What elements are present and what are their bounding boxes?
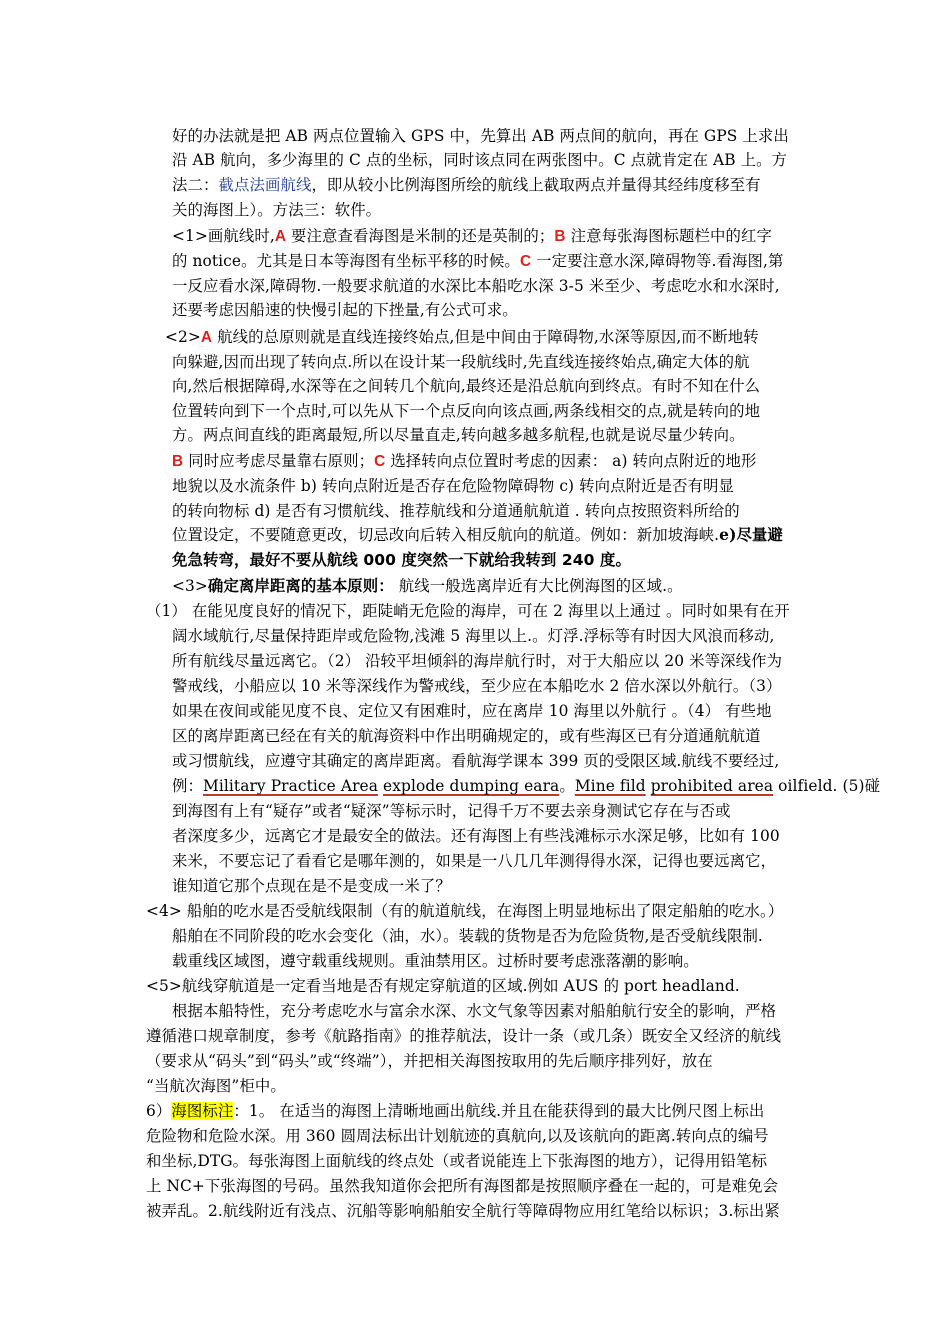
text-line: <2>A 航线的总原则就是直线连接终始点,但是中间由于障碍物,水深等原因,而不断地转 <box>165 328 759 346</box>
restricted-area-term: Mine fild <box>574 777 646 795</box>
text-line: 者深度多少，远离它才是最安全的做法。还有海图上有些浅滩标示水深足够，比如有 100 <box>172 827 780 845</box>
text-line: 位置转向到下一个点时,可以先从下一个点反向向该点画,两条线相交的点,就是转向的地 <box>172 402 761 420</box>
text-line: 关的海图上）。方法三：软件。 <box>172 201 382 219</box>
cut-point-method-term: 截点法画航线 <box>218 176 312 194</box>
text-line: <1>画航线时,A 要注意查看海图是米制的还是英制的；B 注意每张海图标题栏中的红字 <box>172 227 772 245</box>
text-line: （1） 在能见度良好的情况下，距陡峭无危险的海岸，可在 2 海里以上通过 。同时如果有在开 <box>146 602 790 620</box>
chart-annotation-highlight: 海图标注 <box>171 1102 234 1120</box>
text-line: 好的办法就是把 AB 两点位置输入 GPS 中，先算出 AB 两点间的航向，再在 GPS 上求出 <box>172 127 789 145</box>
restricted-area-term: Military Practice Area <box>202 777 379 795</box>
text-line: 向躲避,因而出现了转向点.所以在设计某一段航线时,先直线连接终始点,确定大体的航 <box>172 353 750 371</box>
text-line: B 同时应考虑尽量靠右原则；C 选择转向点位置时考虑的因素： a) 转向点附近的地形 <box>172 452 757 470</box>
text-line: <4> 船舶的吃水是否受航线限制（有的航道航线，在海图上明显地标出了限定船舶的吃水。） <box>146 902 784 920</box>
text-line: 如果在夜间或能见度不良、定位又有困难时，应在离岸 10 海里以外航行 。（4） 有些地 <box>172 702 772 720</box>
text-line: 向,然后根据障碍,水深等在之间转几个航向,最终还是沿总航向到终点。有时不知在什么 <box>172 377 761 395</box>
text-line: （要求从“码头”到“码头”或“终端”），并把相关海图按取用的先后顺序排列好，放在 <box>146 1052 713 1070</box>
text-line: 根据本船特性，充分考虑吃水与富余水深、水文气象等因素对船舶航行安全的影响，严格 <box>172 1002 777 1020</box>
text-line: 沿 AB 航向，多少海里的 C 点的坐标，同时该点同在两张图中。C 点就肯定在 AB 上。方 <box>172 151 788 169</box>
text-line: “当航次海图”柜中。 <box>146 1077 286 1095</box>
text-line: 警戒线，小船应以 10 米等深线作为警戒线，至少应在本船吃水 2 倍水深以外航行。（3） <box>172 677 782 695</box>
restricted-area-term: prohibited area <box>650 777 774 795</box>
text-line: 方。两点间直线的距离最短,所以尽量直走,转向越多越多航程,也就是说尽量少转向。 <box>172 426 745 444</box>
restricted-area-term: explode dumping eara <box>383 777 560 795</box>
text-line: 的转向物标 d) 是否有习惯航线、推荐航线和分道通航航道 . 转向点按照资料所给的 <box>172 502 740 520</box>
text-line: 来米，不要忘记了看看它是哪年测的，如果是一八几几年测得得水深，记得也要远离它， <box>172 852 777 870</box>
text-line: 遵循港口规章制度，参考《航路指南》的推荐航法，设计一条（或几条）既安全又经济的航线 <box>146 1027 782 1045</box>
text-line: 的 notice。尤其是日本等海图有坐标平移的时候。C 一定要注意水深,障碍物等.看海图,第 <box>172 252 784 270</box>
text-line: 一反应看水深,障碍物.一般要求航道的水深比本船吃水深 3-5 米至少、考虑吃水和水深时, <box>172 277 780 295</box>
text-line: 和坐标,DTG。每张海图上面航线的终点处（或者说能连上下张海图的地方），记得用铅笔标 <box>146 1152 768 1170</box>
text-line: 被弄乱。2.航线附近有浅点、沉船等影响船舶安全航行等障碍物应用红笔给以标识；3.标出紧 <box>146 1202 780 1220</box>
text-line: 船舶在不同阶段的吃水会变化（油，水）。装载的货物是否为危险货物,是否受航线限制. <box>172 927 763 945</box>
text-line: <3>确定离岸距离的基本原则： 航线一般选离岸近有大比例海图的区域.。 <box>172 577 683 595</box>
text-line: 地貌以及水流条件 b) 转向点附近是否存在危险物障碍物 c) 转向点附近是否有明显 <box>172 477 735 495</box>
text-line: <5>航线穿航道是一定看当地是否有规定穿航道的区域.例如 AUS 的 port headland. <box>146 977 740 995</box>
text-line: 位置设定，不要随意更改，切忌改向后转入相反航向的航道。例如：新加坡海峡.e)尽量避 <box>172 526 783 544</box>
text-line: 免急转弯，最好不要从航线 000 度突然一下就给我转到 240 度。 <box>172 551 631 569</box>
text-line: 或习惯航线，应遵守其确定的离岸距离。看航海学课本 399 页的受限区域.航线不要经过, <box>172 752 780 770</box>
text-line: 所有航线尽量远离它。（2） 沿较平坦倾斜的海岸航行时，对于大船应以 20 米等深线作为 <box>172 652 783 670</box>
text-line: 上 NC+下张海图的号码。虽然我知道你会把所有海图都是按照顺序叠在一起的，可是难免会 <box>146 1177 779 1195</box>
text-line: 法二：截点法画航线，即从较小比例海图所绘的航线上截取两点并量得其经纬度移至有 <box>172 176 761 194</box>
text-line: 还要考虑因船速的快慢引起的下挫量,有公式可求。 <box>172 301 518 319</box>
text-line: 区的离岸距离已经在有关的航海资料中作出明确规定的，或有些海区已有分道通航航道 <box>172 727 761 745</box>
text-line: 载重线区域图，遵守载重线规则。重油禁用区。过桥时要考虑涨落潮的影响。 <box>172 952 699 970</box>
text-line: 谁知道它那个点现在是不是变成一米了？ <box>172 877 451 895</box>
text-line: 阔水域航行,尽量保持距岸或危险物,浅滩 5 海里以上.。灯浮.浮标等有时因大风浪而移动, <box>172 627 775 645</box>
text-line: 到海图有上有“疑存”或者“疑深”等标示时，记得千万不要去亲身测试它存在与否或 <box>172 802 731 820</box>
text-line: 6）海图标注：1。 在适当的海图上清晰地画出航线.并且在能获得到的最大比例尺图上标出 <box>146 1102 765 1120</box>
text-line: 危险物和危险水深。用 360 圆周法标出计划航迹的真航向,以及该航向的距离.转向点的编号 <box>146 1127 769 1145</box>
text-line: 例：Military Practice Area explode dumping eara。Mine fild prohibited area oilfield. (5)碰 <box>172 777 881 795</box>
